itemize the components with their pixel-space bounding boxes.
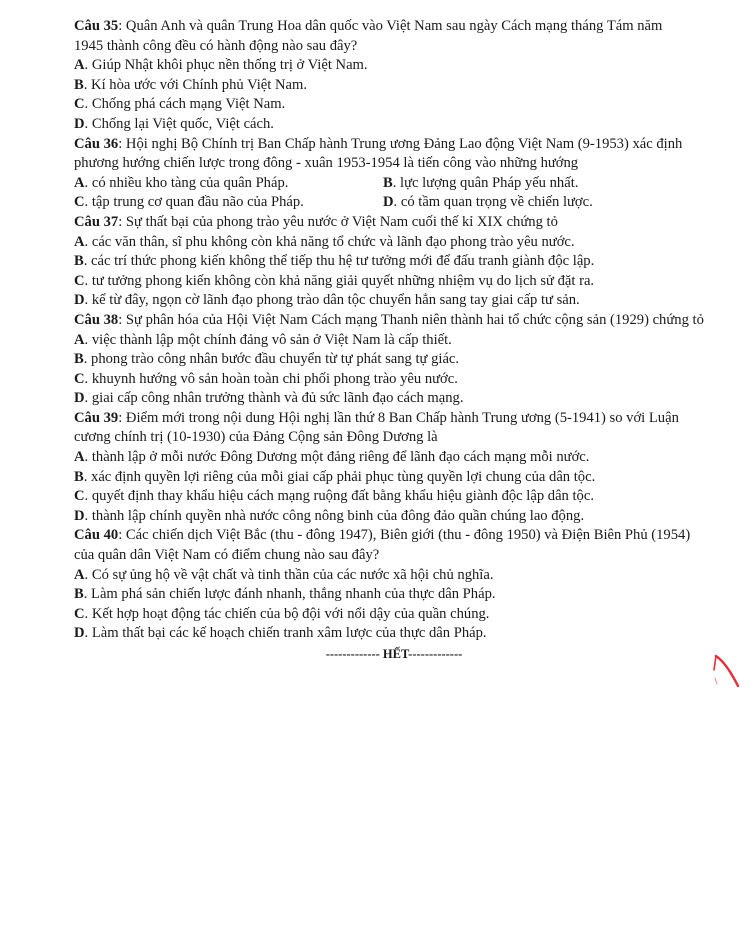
- option-d: D. kể từ đây, ngọn cờ lãnh đạo phong trào dân tộc chuyển hẳn sang tay giai cấp tư sản.: [74, 292, 580, 309]
- option-d: D. Chống lại Việt quốc, Việt cách.: [74, 115, 274, 132]
- question-stem: : Hội nghị Bộ Chính trị Ban Chấp hành Trung ương Đảng Lao động Việt Nam (9-1953) xác định: [118, 135, 683, 152]
- option-a: A. việc thành lập một chính đảng vô sản ở Việt Nam là cấp thiết.: [74, 331, 452, 348]
- option-b: B. Kí hòa ước với Chính phủ Việt Nam.: [74, 76, 307, 93]
- option-b: B. Làm phá sản chiến lược đánh nhanh, thắng nhanh của thực dân Pháp.: [74, 586, 496, 603]
- question-stem: của quân dân Việt Nam có điểm chung nào sau đây?: [74, 547, 380, 564]
- option-b: B. lực lượng quân Pháp yếu nhất.: [383, 174, 579, 191]
- exam-page: [74, 17, 714, 665]
- option-a: A. Giúp Nhật khôi phục nền thống trị ở Việt Nam.: [74, 57, 368, 74]
- option-d: D. thành lập chính quyền nhà nước công nông binh của đông đảo quần chúng lao động.: [74, 507, 585, 524]
- option-a: A. thành lập ở mỗi nước Đông Dương một đảng riêng để lãnh đạo cách mạng mỗi nước.: [74, 449, 590, 466]
- option-d: D. giai cấp công nhân trưởng thành và đủ sức lãnh đạo cách mạng.: [74, 390, 464, 407]
- question-stem: cương chính trị (10-1930) của Đảng Cộng sản Đông Dương là: [74, 429, 438, 446]
- question-39: [74, 409, 714, 527]
- question-stem: 1945 thành công đều có hành động nào sau đây?: [74, 37, 358, 54]
- option-c: C. tập trung cơ quan đầu não của Pháp.: [74, 194, 304, 211]
- question-label: Câu 38: [74, 311, 119, 328]
- option-d: D. có tầm quan trọng về chiến lược.: [383, 194, 593, 211]
- question-35: [74, 17, 714, 135]
- option-b: B. phong trào công nhân bước đầu chuyển từ tự phát sang tự giác.: [74, 351, 460, 368]
- question-stem: : Điểm mới trong nội dung Hội nghị lần thứ 8 Ban Chấp hành Trung ương (5-1941) so với Luận: [118, 409, 679, 426]
- question-stem: : Quân Anh và quân Trung Hoa dân quốc vào Việt Nam sau ngày Cách mạng tháng Tám năm: [118, 18, 663, 34]
- question-stem: : Sự thất bại của phong trào yêu nước ở Việt Nam cuối thế kỉ XIX chứng tỏ: [118, 213, 558, 230]
- option-c: C. Chống phá cách mạng Việt Nam.: [74, 96, 286, 113]
- question-label: Câu 40: [74, 527, 119, 544]
- option-a: A. các văn thân, sĩ phu không còn khả năng tổ chức và lãnh đạo phong trào yêu nước.: [74, 233, 575, 250]
- option-d: D. Làm thất bại các kế hoạch chiến tranh xâm lược của thực dân Pháp.: [74, 625, 487, 642]
- red-check-mark-icon: [712, 650, 742, 690]
- option-c: C. khuynh hướng vô sản hoàn toàn chi phối phong trào yêu nước.: [74, 370, 458, 387]
- option-a: A. Có sự ủng hộ về vật chất và tinh thần của các nước xã hội chủ nghĩa.: [74, 566, 494, 583]
- end-marker: ------------- HẾT-------------: [325, 647, 463, 661]
- option-c: C. tư tưởng phong kiến không còn khả năng giải quyết những nhiệm vụ do lịch sử đặt ra.: [74, 272, 595, 289]
- option-c: C. quyết định thay khẩu hiệu cách mạng ruộng đất bằng khẩu hiệu giành độc lập dân tộc.: [74, 488, 594, 505]
- question-stem: : Các chiến dịch Việt Bắc (thu - đông 1947), Biên giới (thu - đông 1950) và Điện Biên Phủ (1954): [118, 527, 691, 544]
- question-label: Câu 36: [74, 135, 119, 152]
- option-a: A. có nhiều kho tàng của quân Pháp.: [74, 174, 289, 191]
- option-b: B. các trí thức phong kiến không thể tiếp thu hệ tư tưởng mới để đấu tranh giành độc lập.: [74, 253, 595, 270]
- question-38: [74, 311, 714, 409]
- question-label: Câu 35: [74, 18, 119, 34]
- question-40: [74, 526, 714, 644]
- question-label: Câu 37: [74, 213, 119, 230]
- question-36: [74, 135, 714, 213]
- option-c: C. Kết hợp hoạt động tác chiến của bộ đội với nổi dậy của quần chúng.: [74, 605, 490, 622]
- question-stem: : Sự phân hóa của Hội Việt Nam Cách mạng Thanh niên thành hai tổ chức cộng sản (1929) chứng tỏ: [118, 311, 704, 328]
- question-label: Câu 39: [74, 409, 119, 426]
- question-37: [74, 213, 714, 311]
- option-b: B. xác định quyền lợi riêng của mỗi giai cấp phải phục tùng quyền lợi chung của dân tộc.: [74, 468, 596, 485]
- question-stem: phương hướng chiến lược trong đông - xuân 1953-1954 là tiến công vào những hướng: [74, 155, 579, 172]
